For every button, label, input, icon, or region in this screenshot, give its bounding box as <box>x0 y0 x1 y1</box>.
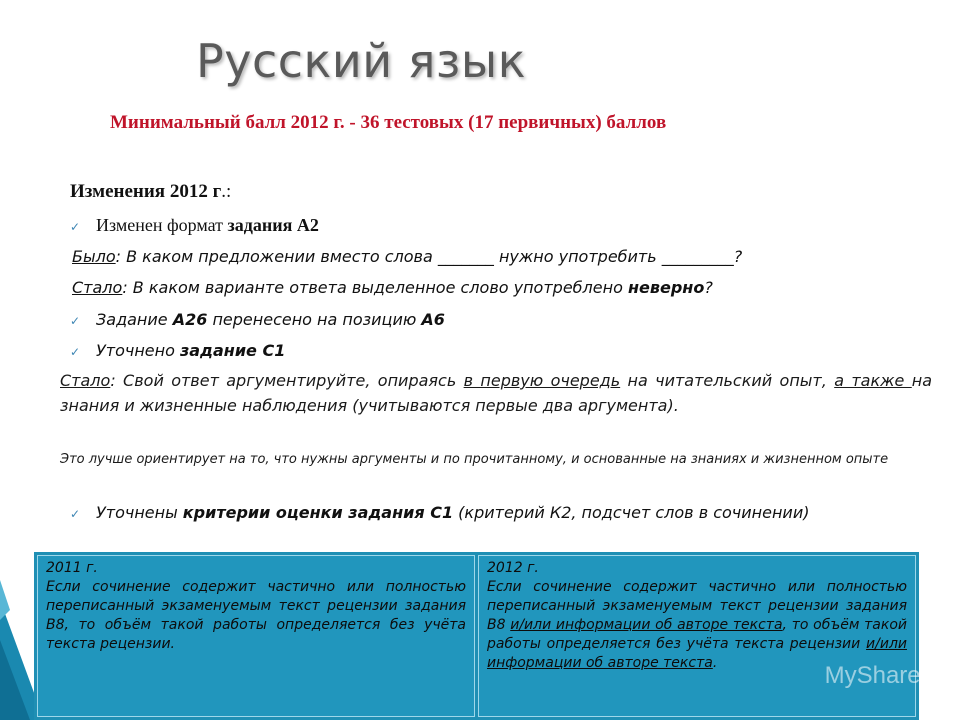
c1-stalo-paragraph: Стало: Свой ответ аргументируйте, опираясь в первую очередь на читательский опыт, а также на знания и жизненные наблюдения (учитываются первые два аргумента). <box>60 371 933 415</box>
year-2011: 2011 г. <box>46 560 98 576</box>
changes-heading: Изменения 2012 г.: <box>70 181 232 202</box>
checkmark-icon: ✓ <box>70 314 81 328</box>
item-stalo: Стало: В каком варианте ответа выделенное слово употреблено неверно? <box>72 278 713 297</box>
rule-2011: Если сочинение содержит частично или полностью переписанный экзаменуемым текст рецензии задания В8, то объём такой работы определяется без учёта текста рецензии. <box>46 579 466 652</box>
min-score-subtitle: Минимальный балл 2012 г. - 36 тестовых (17 первичных) баллов <box>110 112 667 133</box>
item-bylo: Было: В каком предложении вместо слова _______ нужно употребить _________? <box>72 247 743 266</box>
rule-2012: Если сочинение содержит частично или полностью переписанный экзаменуемым текст рецензии задания В8 и/или информации об авторе текста, то объём такой работы определяется без учёта текста рецензии и/или информации об авторе текста. <box>487 579 907 671</box>
comparison-table <box>34 552 919 720</box>
item-criteria: ✓ Уточнены критерии оценки задания С1 (критерий К2, подсчет слов в сочинении) <box>70 502 870 525</box>
note-text: Это лучше ориентирует на то, что нужны аргументы и по прочитанному, и основанные на знаниях и жизненном опыте <box>60 452 889 467</box>
year-2012: 2012 г. <box>487 560 539 576</box>
item-c1: ✓ Уточнено задание С1 <box>70 341 286 360</box>
item-a26: ✓ Задание А26 перенесено на позицию А6 <box>70 310 445 329</box>
checkmark-icon: ✓ <box>70 507 81 521</box>
table-cell-2012 <box>478 555 916 717</box>
item-a2: ✓ Изменен формат задания А2 <box>70 215 319 235</box>
slide-title: Русский язык <box>196 34 526 88</box>
checkmark-icon: ✓ <box>70 220 81 234</box>
table-cell-2011 <box>37 555 475 717</box>
checkmark-icon: ✓ <box>70 345 81 359</box>
watermark-logo: MyShared <box>824 662 934 689</box>
